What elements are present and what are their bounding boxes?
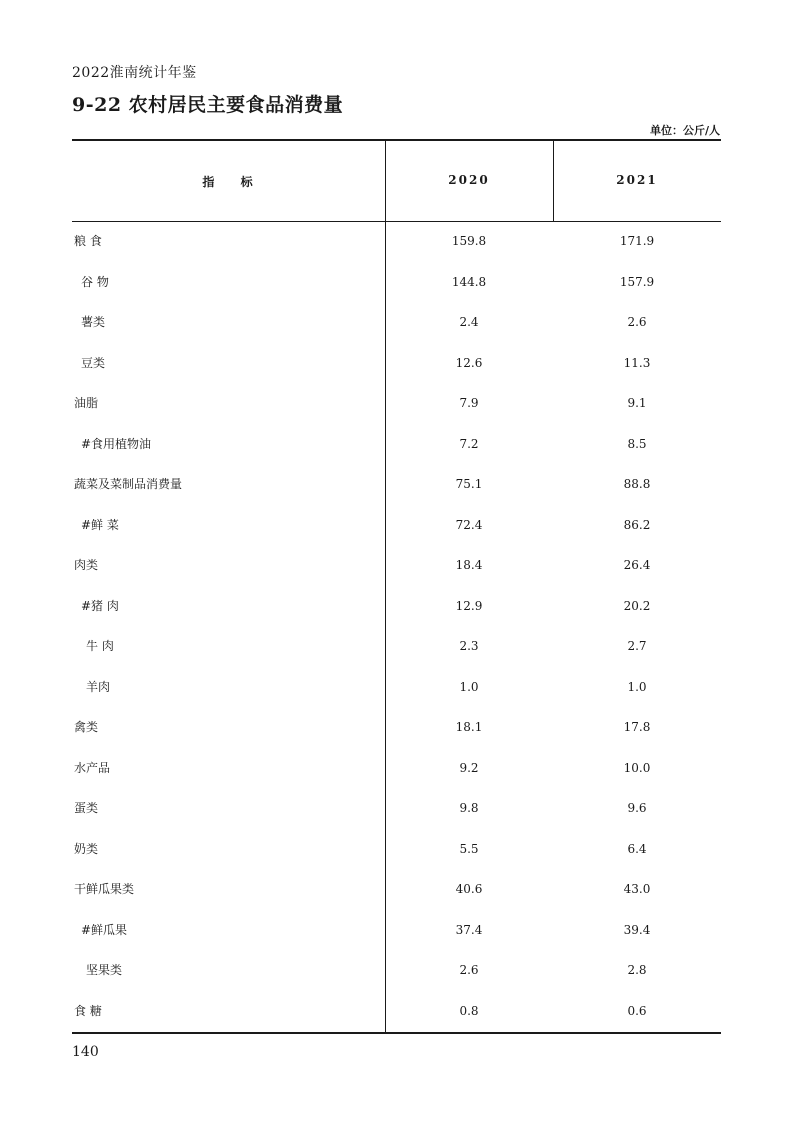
value-2020: 7.2 xyxy=(459,436,479,451)
value-2020: 75.1 xyxy=(455,477,483,491)
row-label: 牛 肉 xyxy=(86,639,114,653)
table-row xyxy=(72,425,721,466)
table-row xyxy=(72,627,721,668)
value-2021: 6.4 xyxy=(627,841,647,856)
value-2021: 20.2 xyxy=(623,598,651,613)
row-label: 干鲜瓜果类 xyxy=(74,882,135,896)
table-row xyxy=(72,222,721,263)
value-2020: 1.0 xyxy=(459,679,479,694)
value-2021: 9.6 xyxy=(627,801,647,815)
column-header-2021: 2021 xyxy=(616,173,658,187)
table-row xyxy=(72,546,721,587)
column-header-indicator: 指 标 xyxy=(202,175,255,189)
row-label: #猪 肉 xyxy=(81,598,119,613)
table-row xyxy=(72,830,721,871)
value-2021: 2.7 xyxy=(627,639,647,653)
row-label: 油脂 xyxy=(74,396,99,410)
table-row xyxy=(72,303,721,344)
row-label: 蔬菜及菜制品消费量 xyxy=(74,477,183,491)
value-2021: 43.0 xyxy=(623,882,651,896)
value-2021: 2.8 xyxy=(627,963,647,977)
row-label: 羊肉 xyxy=(86,679,111,694)
value-2020: 18.1 xyxy=(455,720,483,734)
row-label: #鲜 菜 xyxy=(81,517,119,532)
value-2021: 9.1 xyxy=(627,396,647,410)
row-label: 粮 食 xyxy=(74,234,102,248)
value-2020: 2.3 xyxy=(459,639,479,653)
table-row xyxy=(72,263,721,304)
row-label: 奶类 xyxy=(74,841,99,856)
table-row xyxy=(72,708,721,749)
value-2020: 37.4 xyxy=(455,922,483,937)
value-2020: 9.2 xyxy=(459,760,479,775)
table-row xyxy=(72,344,721,385)
table-row xyxy=(72,506,721,547)
table-row xyxy=(72,465,721,506)
column-header-2020: 2020 xyxy=(448,173,490,187)
table-row xyxy=(72,992,721,1033)
table-row xyxy=(72,668,721,709)
value-2021: 26.4 xyxy=(623,558,651,572)
value-2021: 17.8 xyxy=(623,720,651,734)
value-2021: 1.0 xyxy=(627,679,647,694)
value-2020: 12.9 xyxy=(455,598,483,613)
row-label: 蛋类 xyxy=(74,801,99,815)
table-body xyxy=(72,222,721,1032)
page-title: 9-22 农村居民主要食品消费量 xyxy=(72,94,344,116)
value-2021: 39.4 xyxy=(623,922,651,937)
row-label: 坚果类 xyxy=(86,963,123,977)
row-label: 肉类 xyxy=(74,558,99,572)
value-2020: 2.6 xyxy=(459,963,479,977)
table-row xyxy=(72,870,721,911)
value-2021: 88.8 xyxy=(623,477,651,491)
value-2020: 72.4 xyxy=(455,517,483,532)
table-row xyxy=(72,749,721,790)
table-row xyxy=(72,911,721,952)
value-2020: 12.6 xyxy=(455,355,483,370)
row-label: #食用植物油 xyxy=(81,436,152,451)
value-2021: 86.2 xyxy=(623,517,651,532)
row-label: 谷 物 xyxy=(81,274,109,289)
row-label: 水产品 xyxy=(74,760,111,775)
table-row xyxy=(72,789,721,830)
value-2020: 144.8 xyxy=(451,274,487,289)
value-2021: 157.9 xyxy=(619,274,655,289)
row-label: 禽类 xyxy=(74,720,99,734)
value-2020: 9.8 xyxy=(459,801,479,815)
value-2020: 159.8 xyxy=(451,234,487,248)
value-2020: 0.8 xyxy=(459,1003,479,1018)
value-2021: 11.3 xyxy=(623,355,651,370)
value-2021: 2.6 xyxy=(627,315,647,329)
running-header: 2022淮南统计年鉴 xyxy=(72,65,197,81)
table-row xyxy=(72,384,721,425)
row-label: 薯类 xyxy=(81,315,106,329)
value-2021: 171.9 xyxy=(619,234,655,248)
row-label: #鲜瓜果 xyxy=(81,922,128,937)
value-2021: 8.5 xyxy=(627,436,647,451)
value-2021: 0.6 xyxy=(627,1003,647,1018)
value-2020: 2.4 xyxy=(459,315,479,329)
table-row xyxy=(72,587,721,628)
table-row xyxy=(72,951,721,992)
value-2020: 7.9 xyxy=(459,396,479,410)
table-top-rule xyxy=(72,139,721,141)
value-2020: 5.5 xyxy=(459,841,479,856)
row-label: 豆类 xyxy=(81,355,106,370)
row-label: 食 糖 xyxy=(74,1003,102,1018)
page-number: 140 xyxy=(72,1044,99,1060)
value-2020: 40.6 xyxy=(455,882,483,896)
table-bottom-rule xyxy=(72,1032,721,1034)
value-2020: 18.4 xyxy=(455,558,483,572)
unit-label: 单位：公斤/人 xyxy=(649,124,720,137)
value-2021: 10.0 xyxy=(623,760,651,775)
